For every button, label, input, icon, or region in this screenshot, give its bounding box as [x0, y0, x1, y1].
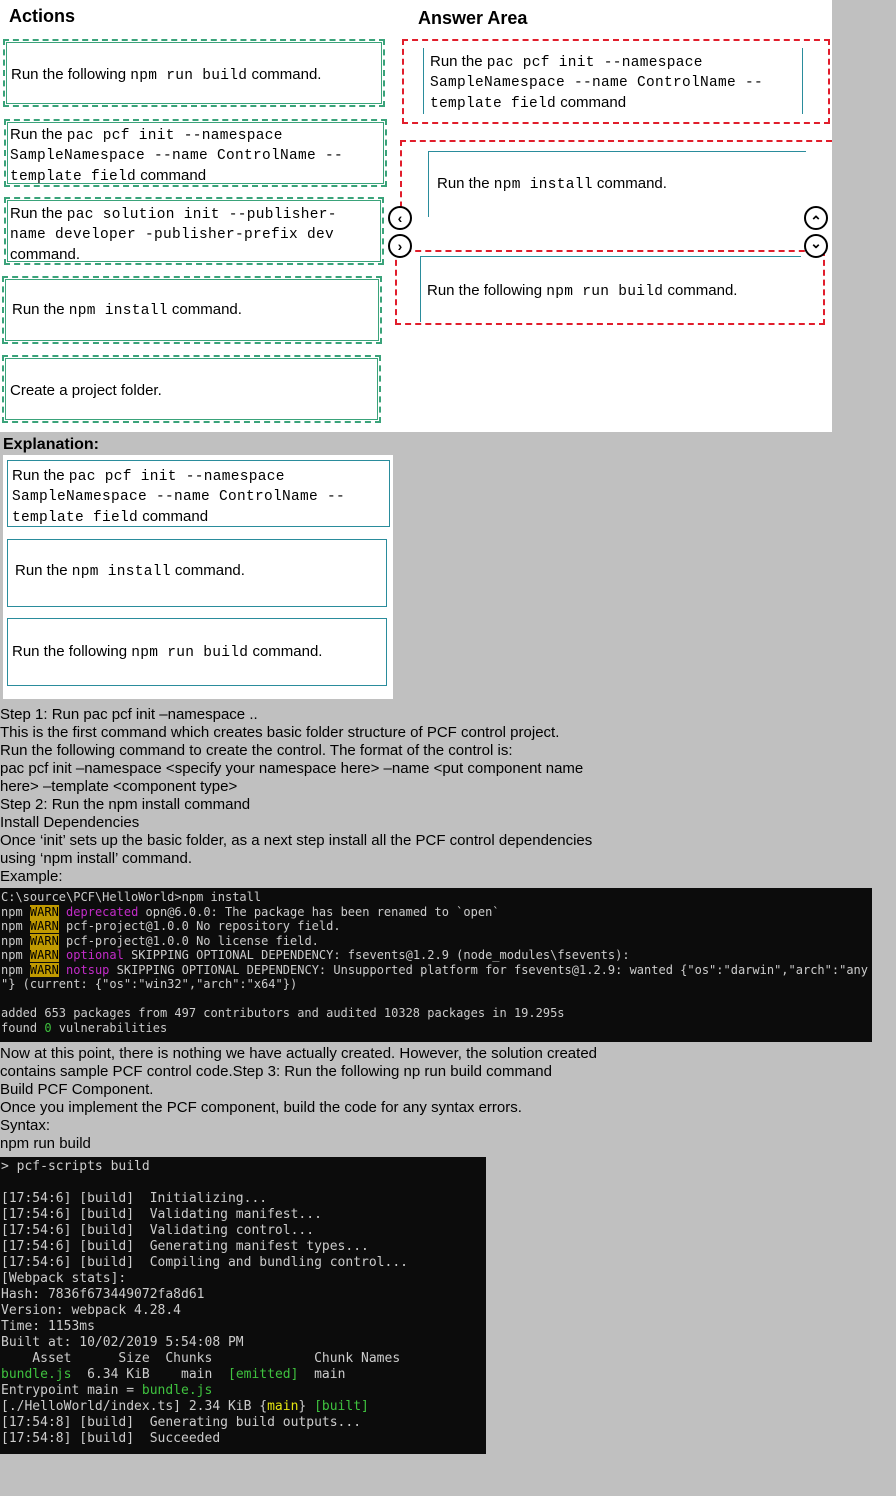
terminal-line: [17:54:8] [build] Succeeded [1, 1431, 221, 1446]
terminal-text: main [298, 1367, 346, 1382]
terminal-line [1, 905, 871, 920]
terminal-line: [17:54:6] [build] Initializing... [1, 1191, 268, 1206]
bundle-name: bundle.js [141, 1383, 213, 1398]
action-text: Create a project folder. [10, 382, 162, 399]
action-text: command [136, 167, 207, 184]
action-code: SampleNamespace --name ControlName -- [10, 148, 344, 164]
warn-badge: WARN [29, 962, 59, 977]
action-item-pac-pcf-init[interactable] [4, 119, 387, 187]
text-line: Now at this point, there is nothing we have actually created. However, the solution created [0, 1045, 598, 1062]
action-text: command. [167, 301, 242, 318]
answer-text: Run the [430, 53, 487, 70]
text-line: using ‘npm install’ command. [0, 850, 193, 867]
terminal-line [1, 948, 871, 963]
text-line: Run the following command to create the control. The format of the control is: [0, 742, 513, 759]
warn-tag: deprecated [66, 904, 139, 919]
action-text: command. [247, 66, 322, 83]
card-code: pac pcf init --namespace [68, 469, 285, 485]
terminal-text: opn@6.0.0: The package has been renamed to `open` [138, 904, 500, 919]
move-down-icon[interactable]: ⌄ [804, 234, 828, 258]
text-line: Example: [0, 868, 63, 885]
emitted-tag: [emitted] [228, 1367, 299, 1382]
warn-badge: WARN [29, 948, 59, 962]
card-text: command [138, 508, 209, 525]
action-text: Run the [10, 126, 67, 143]
terminal-text: found [1, 1020, 45, 1035]
card-text: command. [248, 643, 323, 660]
action-code: template field [10, 169, 137, 185]
action-text: command. [10, 246, 81, 263]
terminal-blank [1, 992, 871, 1007]
action-code: pac pcf init --namespace [66, 128, 283, 144]
warn-badge: WARN [29, 904, 59, 919]
terminal-text: pcf-project@1.0.0 No license field. [58, 933, 319, 948]
answer-code: npm run build [546, 284, 664, 300]
text-line: Step 2: Run the npm install command [0, 796, 251, 813]
terminal-line: Hash: 7836f673449072fa8d61 [1, 1287, 205, 1302]
warn-tag: notsup [66, 962, 110, 977]
terminal-line: C:\source\PCF\HelloWorld>npm install [1, 890, 262, 904]
terminal-line: Built at: 10/02/2019 5:54:08 PM [1, 1335, 244, 1350]
terminal-line [1, 963, 871, 978]
answer-item-npm-install[interactable] [428, 151, 806, 217]
answer-code: template field [430, 96, 557, 112]
terminal-text: SKIPPING OPTIONAL DEPENDENCY: fsevents@1.2.9 (node_modules\fsevents): [123, 948, 630, 962]
terminal-line [1, 919, 871, 934]
action-code: pac solution init --publisher- [66, 207, 337, 223]
terminal-line: Asset Size Chunks Chunk Names [1, 1351, 401, 1366]
text-line: pac pcf init –namespace <specify your namespace here> –name <put component name [0, 760, 584, 777]
terminal-line [1, 1021, 871, 1036]
card-text: Run the [15, 562, 72, 579]
terminal-line [1, 934, 871, 949]
answer-text: Run the following [427, 282, 547, 299]
text-line: npm run build [0, 1135, 91, 1152]
answer-text: command. [592, 175, 667, 192]
terminal-text: Entrypoint main = [1, 1383, 142, 1398]
warn-tag: optional [66, 948, 124, 962]
terminal-line: Version: webpack 4.28.4 [1, 1303, 182, 1318]
terminal-text: SKIPPING OPTIONAL DEPENDENCY: Unsupported platform for fsevents@1.2.9: wanted {"os":"darwin","arch":"any [109, 962, 868, 977]
action-code: npm run build [130, 68, 248, 84]
text-line: Syntax: [0, 1117, 51, 1134]
terminal-text: npm [1, 904, 30, 919]
move-left-icon[interactable]: ‹ [388, 206, 412, 230]
terminal-text: 6.34 KiB main [71, 1367, 228, 1382]
text-line: contains sample PCF control code.Step 3: Run the following np run build command [0, 1063, 552, 1080]
card-code: template field [12, 510, 139, 526]
action-code: name developer -publisher-prefix dev [10, 227, 335, 243]
drag-drop-panel [0, 0, 832, 432]
explanation-image [3, 455, 393, 699]
terminal-blank [1, 1175, 485, 1191]
terminal-text: npm [1, 933, 30, 948]
terminal-text: vulnerabilities [51, 1020, 168, 1035]
terminal-text: pcf-project@1.0.0 No repository field. [58, 919, 341, 933]
action-code: npm install [68, 303, 168, 319]
answer-text: command [556, 94, 627, 111]
card-code: npm run build [131, 645, 249, 661]
terminal-text: npm [1, 948, 30, 962]
terminal-line: "} (current: {"os":"win32","arch":"x64"}) [1, 977, 298, 991]
text-line: Once ‘init’ sets up the basic folder, as a next step install all the PCF control dependencies [0, 832, 593, 849]
card-code: npm install [71, 564, 171, 580]
terminal-line [1, 1399, 485, 1415]
action-item-create-folder[interactable] [2, 355, 381, 423]
built-tag: [built] [314, 1399, 369, 1414]
answer-code: npm install [493, 177, 593, 193]
answer-text: command. [663, 282, 738, 299]
text-line: here> –template <component type> [0, 778, 238, 795]
terminal-text: npm [1, 962, 30, 977]
explanation-card-pac-pcf-init [7, 460, 390, 527]
answer-code: SampleNamespace --name ControlName -- [430, 75, 764, 91]
action-item-pac-solution-init[interactable] [4, 197, 384, 265]
terminal-line [1, 1383, 485, 1399]
card-text: Run the [12, 467, 69, 484]
terminal-line: [17:54:6] [build] Generating manifest types... [1, 1239, 369, 1254]
terminal-line [1, 1367, 485, 1383]
move-right-icon[interactable]: › [388, 234, 412, 258]
explanation-heading: Explanation: [3, 436, 100, 453]
terminal-line: [17:54:6] [build] Validating control... [1, 1223, 315, 1238]
text-line: This is the first command which creates basic folder structure of PCF control project. [0, 724, 560, 741]
answer-text: Run the [437, 175, 494, 192]
chunk-name: main [267, 1399, 299, 1414]
vuln-count: 0 [44, 1020, 52, 1035]
explanation-card-npm-run-build [7, 618, 387, 686]
warn-badge: WARN [29, 919, 59, 933]
terminal-line: [17:54:8] [build] Generating build outputs... [1, 1415, 362, 1430]
move-up-icon[interactable]: ⌃ [804, 206, 828, 230]
card-code: SampleNamespace --name ControlName -- [12, 489, 346, 505]
npm-install-terminal [0, 888, 872, 1042]
terminal-text: npm [1, 919, 30, 933]
text-line: Build PCF Component. [0, 1081, 154, 1098]
answer-area-heading: Answer Area [418, 8, 528, 28]
terminal-line: [Webpack stats]: [1, 1271, 127, 1286]
terminal-line: Time: 1153ms [1, 1319, 95, 1334]
card-text: Run the following [12, 643, 132, 660]
action-item-npm-install[interactable] [2, 276, 382, 344]
text-line: Step 1: Run pac pcf init –namespace .. [0, 706, 258, 723]
terminal-line: > pcf-scripts build [1, 1159, 150, 1174]
npm-build-terminal [0, 1157, 486, 1454]
terminal-line: added 653 packages from 497 contributors and audited 10328 packages in 19.295s [1, 1006, 565, 1020]
answer-code: pac pcf init --namespace [486, 55, 703, 71]
text-line: Once you implement the PCF component, build the code for any syntax errors. [0, 1099, 522, 1116]
terminal-line: [17:54:6] [build] Compiling and bundling control... [1, 1255, 408, 1270]
card-text: command. [170, 562, 245, 579]
terminal-text: } [298, 1399, 315, 1414]
explanation-card-npm-install [7, 539, 387, 607]
action-text: Run the [12, 301, 69, 318]
terminal-text: [./HelloWorld/index.ts] 2.34 KiB { [1, 1399, 268, 1414]
actions-heading: Actions [9, 6, 76, 26]
action-text: Run the [10, 205, 67, 222]
answer-item-pac-pcf-init[interactable] [423, 48, 803, 114]
warn-badge: WARN [29, 933, 59, 948]
terminal-line: [17:54:6] [build] Validating manifest... [1, 1207, 322, 1222]
bundle-name: bundle.js [1, 1367, 72, 1382]
action-item-npm-run-build[interactable] [3, 39, 385, 107]
answer-item-npm-run-build[interactable] [420, 256, 801, 322]
action-text: Run the following [11, 66, 131, 83]
text-line: Install Dependencies [0, 814, 140, 831]
